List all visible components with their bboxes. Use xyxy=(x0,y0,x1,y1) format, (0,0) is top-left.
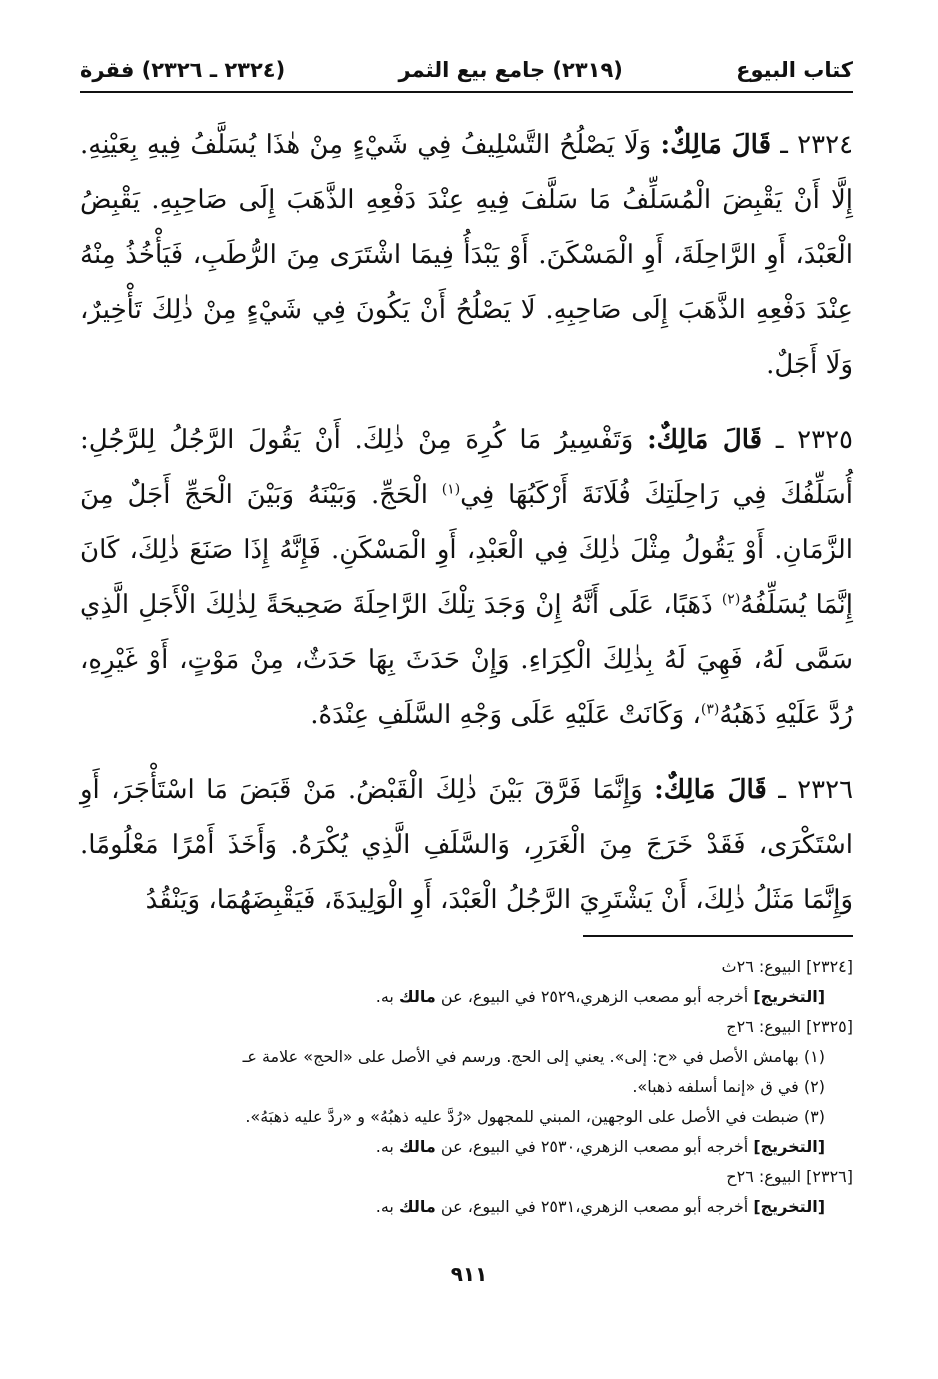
footnote-note: (٣) ضبطت في الأصل على الوجهين، المبني للمجهول «رُدَّ عليه ذهبُهُ» و «ردَّ عليه ذهبَهُ». xyxy=(245,1107,825,1126)
footnote-note: (٢) في ق «إنما أسلفه ذهبا». xyxy=(632,1077,825,1096)
footnote-marker: (٣) xyxy=(700,701,720,718)
paragraph-text: وَلَا يَصْلُحُ التَّسْلِيفُ فِي شَيْءٍ مِنْ هٰذَا يُسَلَّفُ فِيهِ بِعَيْنِهِ. إِلَّا أَنْ يَقْبِضَ الْمُسَلِّفُ مَا سَلَّفَ فِيهِ عِنْدَ دَفْعِهِ الذَّهَبَ إِلَى صَاحِبِهِ. يَقْبِضُ الْعَبْدَ، أَوِ الرَّاحِلَةَ، أَوِ الْمَسْكَنَ. أَوْ يَبْدَأُ فِيمَا اشْتَرَى مِنَ الرُّطَبِ، فَيَأْخُذُ مِنْهُ عِنْدَ دَفْعِهِ الذَّهَبَ إِلَى صَاحِبِهِ. لَا يَصْلُحُ أَنْ يَكُونَ فِي شَيْءٍ مِنْ ذٰلِكَ تَأْخِيرٌ، وَلَا أَجَلٌ. xyxy=(80,130,853,380)
footnote-reference: [٢٣٢٤] البيوع: ٢٦ث xyxy=(721,957,853,976)
main-text xyxy=(80,118,853,948)
takhrij-label: [التخريج] xyxy=(753,1197,825,1216)
paragraph-number: ٢٣٢٦ ـ xyxy=(778,775,854,805)
speaker-label: قَالَ مَالِكٌ: xyxy=(660,130,772,160)
footnote-reference: [٢٣٢٦] البيوع: ٢٦ح xyxy=(726,1167,853,1186)
footnote-marker: (٢) xyxy=(721,591,741,608)
running-header xyxy=(80,52,853,88)
takhrij-note: [التخريج] أخرجه أبو مصعب الزهري،٢٥٣١ في البيوع، عن مالك به. xyxy=(375,1197,825,1216)
header-book-title: كتاب البيوع xyxy=(736,58,853,82)
paragraph-number: ٢٣٢٥ ـ xyxy=(775,425,854,455)
takhrij-label: [التخريج] xyxy=(753,1137,825,1156)
paragraph-number: ٢٣٢٤ ـ xyxy=(780,130,854,160)
footnote-note: (١) بهامش الأصل في «ح: إلى». يعني إلى الحج. ورسم في الأصل على «الحج» علامة عـ xyxy=(242,1047,825,1066)
paragraph-text: وَتَفْسِيرُ مَا كُرِهَ مِنْ ذٰلِكَ. أَنْ يَقُولَ الرَّجُلُ لِلرَّجُلِ: أُسَلِّفُكَ فِي رَاحِلَتِكَ فُلَانَةَ أَرْكَبُهَا فِي xyxy=(80,425,853,510)
takhrij-note: [التخريج] أخرجه أبو مصعب الزهري،٢٥٢٩ في البيوع، عن مالك به. xyxy=(375,987,825,1006)
paragraph-text: الْحَجِّ. وَبَيْنَهُ وَبَيْنَ الْحَجِّ أَجَلٌ مِنَ الزَّمَانِ. أَوْ يَقُولُ مِثْلَ ذٰلِكَ فِي الْعَبْدِ، أَوِ الْمَسْكَنِ. فَإِنَّهُ إِذَا صَنَعَ ذٰلِكَ، كَانَ إِنَّمَا يُسَلِّفُهُ xyxy=(80,480,853,620)
takhrij-note: [التخريج] أخرجه أبو مصعب الزهري،٢٥٣٠ في البيوع، عن مالك به. xyxy=(375,1137,825,1156)
paragraph-text: وَإِنَّمَا فَرَّقَ بَيْنَ ذٰلِكَ الْقَبْضُ. مَنْ قَبَضَ مَا اسْتَأْجَرَ، أَوِ اسْتَكْرَى، فَقَدْ خَرَجَ مِنَ الْغَرَرِ، وَالسَّلَفِ الَّذِي يُكْرَهُ. وَأَخَذَ أَمْرًا مَعْلُومًا. وَإِنَّمَا مَثَلُ ذٰلِكَ، أَنْ يَشْتَرِيَ الرَّجُلُ الْعَبْدَ، أَوِ الْوَلِيدَةَ، فَيَقْبِضَهُمَا، وَيَنْقُدُ xyxy=(80,775,853,915)
footnote-marker: (١) xyxy=(441,481,461,498)
header-paragraph-range: (٢٣٢٤ ـ ٢٣٢٦) فقرة xyxy=(80,58,286,82)
footnotes xyxy=(80,952,853,1222)
speaker-label: قَالَ مَالِكٌ: xyxy=(647,425,763,455)
header-divider xyxy=(80,91,853,93)
footnote-divider xyxy=(583,935,853,937)
paragraph-text: ، وَكَانَتْ عَلَيْهِ عَلَى وَجْهِ السَّلَفِ عِنْدَهُ. xyxy=(310,700,701,730)
paragraph-2324 xyxy=(80,118,853,393)
header-chapter-title: (٢٣١٩) جامع بيع الثمر xyxy=(398,58,623,82)
paragraph-text: ذَهَبًا، عَلَى أَنَّهُ إِنْ وَجَدَ تِلْكَ الرَّاحِلَةَ صَحِيحَةً لِذٰلِكَ الْأَجَلِ الَّذِي سَمَّى لَهُ، فَهِيَ لَهُ بِذٰلِكَ الْكِرَاءِ. وَإِنْ حَدَثَ بِهَا حَدَثٌ، مِنْ مَوْتٍ، أَوْ غَيْرِهِ، رُدَّ عَلَيْهِ ذَهَبُهُ xyxy=(80,590,853,730)
takhrij-label: [التخريج] xyxy=(753,987,825,1006)
page-number: ٩١١ xyxy=(450,1262,488,1286)
paragraph-2325 xyxy=(80,413,853,743)
footnote-reference: [٢٣٢٥] البيوع: ٢٦ج xyxy=(726,1017,853,1036)
paragraph-2326 xyxy=(80,763,853,928)
speaker-label: قَالَ مَالِكٌ: xyxy=(654,775,767,805)
